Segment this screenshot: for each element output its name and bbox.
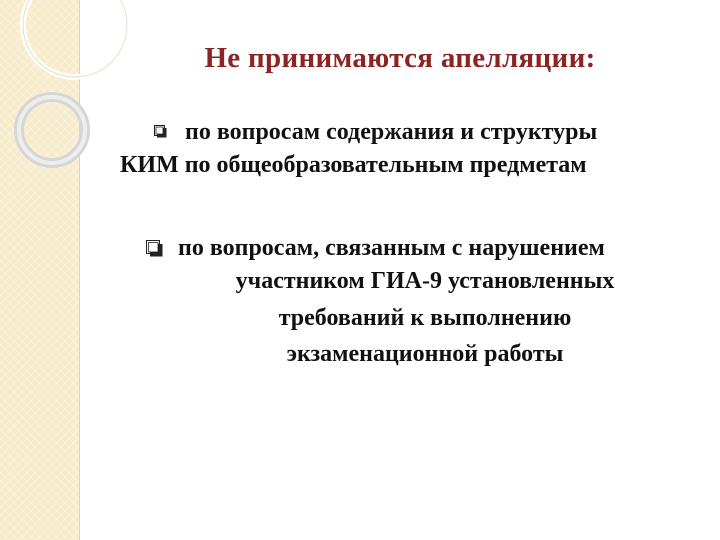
bullet-2-line-3: требований к выполнению	[278, 305, 572, 331]
bullet-2-line-1: по вопросам, связанным с нарушением	[178, 235, 605, 261]
slide-title: Не принимаются апелляции:	[204, 42, 596, 74]
bullet-1-line-2: КИМ по общеобразовательным предметам	[120, 152, 587, 178]
checkbox-square-icon	[146, 240, 163, 262]
checkbox-square-icon	[154, 125, 167, 143]
bullet-2-line-2: участником ГИА-9 установленных	[235, 268, 615, 294]
bullet-1-line-1: по вопросам содержания и структуры	[185, 119, 598, 145]
decorative-rings	[0, 0, 200, 240]
ring-bottom-highlight	[19, 97, 85, 163]
bullet-2-line-4: экзаменационной работы	[286, 341, 564, 367]
